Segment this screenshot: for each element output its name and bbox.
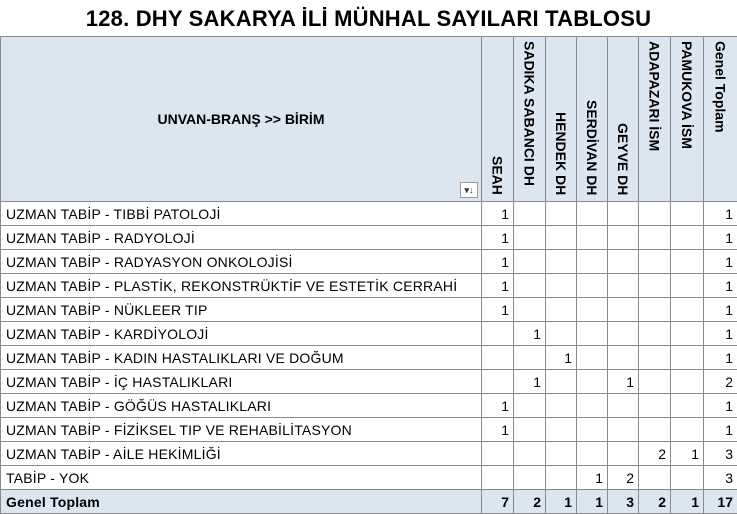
data-cell	[546, 202, 577, 226]
data-cell	[546, 394, 577, 418]
data-cell: 1	[577, 466, 608, 490]
column-label: HENDEK DH	[552, 112, 570, 195]
data-cell	[514, 442, 546, 466]
data-cell	[514, 346, 546, 370]
row-total-cell: 1	[704, 322, 737, 346]
row-label: UZMAN TABİP - PLASTİK, REKONSTRÜKTİF VE ESTETİK CERRAHİ	[1, 274, 482, 298]
data-cell: 1	[514, 370, 546, 394]
data-cell	[608, 322, 639, 346]
data-cell	[546, 322, 577, 346]
data-cell	[639, 418, 671, 442]
data-cell	[608, 346, 639, 370]
data-cell: 1	[482, 274, 514, 298]
data-cell	[639, 394, 671, 418]
table-row	[1, 370, 737, 394]
data-cell	[639, 226, 671, 250]
data-cell: 1	[671, 442, 704, 466]
data-cell: 1	[482, 226, 514, 250]
data-cell	[482, 370, 514, 394]
column-label: GEYVE DH	[614, 123, 632, 195]
row-label: TABİP - YOK	[1, 466, 482, 490]
table-row	[1, 322, 737, 346]
data-cell	[577, 274, 608, 298]
total-cell: 1	[671, 490, 704, 514]
data-cell	[514, 274, 546, 298]
data-cell	[514, 418, 546, 442]
header-row	[1, 37, 737, 202]
data-cell	[671, 466, 704, 490]
corner-label: UNVAN-BRANŞ >> BİRİM	[158, 111, 325, 127]
column-header-genel-toplam	[704, 37, 737, 202]
row-label: UZMAN TABİP - KARDİYOLOJİ	[1, 322, 482, 346]
table-row	[1, 226, 737, 250]
data-cell	[671, 418, 704, 442]
data-cell	[577, 370, 608, 394]
data-cell	[639, 466, 671, 490]
table-row	[1, 274, 737, 298]
row-label: UZMAN TABİP - RADYASYON ONKOLOJİSİ	[1, 250, 482, 274]
data-cell	[482, 322, 514, 346]
data-cell: 1	[482, 394, 514, 418]
data-cell: 1	[546, 346, 577, 370]
data-cell	[546, 418, 577, 442]
row-label: UZMAN TABİP - NÜKLEER TIP	[1, 298, 482, 322]
table-row	[1, 250, 737, 274]
totals-row	[1, 490, 737, 514]
data-cell: 2	[608, 466, 639, 490]
total-cell: 2	[514, 490, 546, 514]
row-label: UZMAN TABİP - İÇ HASTALIKLARI	[1, 370, 482, 394]
data-cell	[577, 202, 608, 226]
data-cell	[608, 442, 639, 466]
total-cell: 1	[577, 490, 608, 514]
data-cell	[577, 346, 608, 370]
total-cell: 2	[639, 490, 671, 514]
data-cell	[671, 346, 704, 370]
column-header-serdivan-dh	[577, 37, 608, 202]
data-cell	[639, 250, 671, 274]
data-cell: 1	[514, 322, 546, 346]
column-header-geyve-dh	[608, 37, 639, 202]
column-label: ADAPAZARI İSM	[646, 41, 664, 151]
data-cell	[639, 202, 671, 226]
row-total-cell: 1	[704, 226, 737, 250]
data-cell	[514, 250, 546, 274]
data-cell	[546, 250, 577, 274]
total-cell: 3	[608, 490, 639, 514]
data-cell	[577, 322, 608, 346]
data-cell	[577, 418, 608, 442]
data-cell	[514, 394, 546, 418]
row-total-cell: 1	[704, 394, 737, 418]
data-cell	[671, 394, 704, 418]
column-label: SEAH	[489, 156, 507, 195]
data-cell	[671, 370, 704, 394]
data-cell	[577, 250, 608, 274]
row-label: UZMAN TABİP - TIBBİ PATOLOJİ	[1, 202, 482, 226]
data-cell	[514, 298, 546, 322]
data-cell	[639, 322, 671, 346]
data-cell: 1	[482, 298, 514, 322]
data-cell	[671, 250, 704, 274]
total-cell: 7	[482, 490, 514, 514]
data-cell	[514, 226, 546, 250]
data-cell	[482, 346, 514, 370]
data-cell	[546, 298, 577, 322]
column-label: SADIKA SABANCI DH	[521, 41, 539, 186]
data-cell	[577, 298, 608, 322]
data-cell	[608, 274, 639, 298]
filter-dropdown-icon[interactable]: ▾↓	[460, 182, 478, 198]
row-total-cell: 1	[704, 298, 737, 322]
table-row	[1, 346, 737, 370]
row-label: UZMAN TABİP - KADIN HASTALIKLARI VE DOĞUM	[1, 346, 482, 370]
data-cell: 1	[608, 370, 639, 394]
data-cell	[546, 370, 577, 394]
column-header-adapazari-ism	[639, 37, 671, 202]
data-cell	[482, 442, 514, 466]
data-cell	[671, 298, 704, 322]
row-total-cell: 3	[704, 442, 737, 466]
data-cell	[577, 442, 608, 466]
row-total-cell: 1	[704, 202, 737, 226]
row-label: UZMAN TABİP - FİZİKSEL TIP VE REHABİLİTASYON	[1, 418, 482, 442]
data-cell	[639, 298, 671, 322]
row-label: UZMAN TABİP - GÖĞÜS HASTALIKLARI	[1, 394, 482, 418]
data-cell	[514, 466, 546, 490]
table-row	[1, 202, 737, 226]
row-total-cell: 1	[704, 274, 737, 298]
row-label: UZMAN TABİP - RADYOLOJİ	[1, 226, 482, 250]
column-header-hendek-dh	[546, 37, 577, 202]
data-cell	[546, 274, 577, 298]
column-label: SERDİVAN DH	[583, 100, 601, 195]
data-cell	[577, 226, 608, 250]
data-cell	[608, 418, 639, 442]
data-cell	[608, 202, 639, 226]
column-header-pamukova-ism	[671, 37, 704, 202]
data-cell: 1	[482, 202, 514, 226]
table-row	[1, 298, 737, 322]
total-cell: 1	[546, 490, 577, 514]
data-cell	[639, 370, 671, 394]
data-cell	[608, 394, 639, 418]
table-row	[1, 466, 737, 490]
data-cell	[671, 202, 704, 226]
data-cell	[671, 322, 704, 346]
table-row	[1, 418, 737, 442]
column-label: Genel Toplam	[712, 41, 730, 133]
row-total-cell: 3	[704, 466, 737, 490]
data-cell: 1	[482, 418, 514, 442]
corner-header-cell	[1, 37, 482, 202]
row-total-cell: 1	[704, 346, 737, 370]
data-cell	[639, 346, 671, 370]
data-cell	[546, 226, 577, 250]
data-cell	[546, 442, 577, 466]
data-cell	[639, 274, 671, 298]
data-cell: 1	[482, 250, 514, 274]
row-total-cell: 1	[704, 418, 737, 442]
data-cell	[482, 466, 514, 490]
column-label: PAMUKOVA İSM	[678, 41, 696, 149]
data-cell	[671, 226, 704, 250]
grand-total-cell: 17	[704, 490, 737, 514]
column-header-seah	[482, 37, 514, 202]
table-row	[1, 394, 737, 418]
data-cell	[577, 394, 608, 418]
data-cell	[514, 202, 546, 226]
vacancy-table	[0, 36, 737, 514]
page-title: 128. DHY SAKARYA İLİ MÜNHAL SAYILARI TABLOSU	[0, 0, 737, 36]
data-cell: 2	[639, 442, 671, 466]
totals-label: Genel Toplam	[1, 490, 482, 514]
row-label: UZMAN TABİP - AİLE HEKİMLİĞİ	[1, 442, 482, 466]
column-header-sadika-sabanci-dh	[514, 37, 546, 202]
data-cell	[608, 250, 639, 274]
data-cell	[608, 226, 639, 250]
table-row	[1, 442, 737, 466]
data-cell	[671, 274, 704, 298]
row-total-cell: 1	[704, 250, 737, 274]
data-cell	[608, 298, 639, 322]
data-cell	[546, 466, 577, 490]
row-total-cell: 2	[704, 370, 737, 394]
